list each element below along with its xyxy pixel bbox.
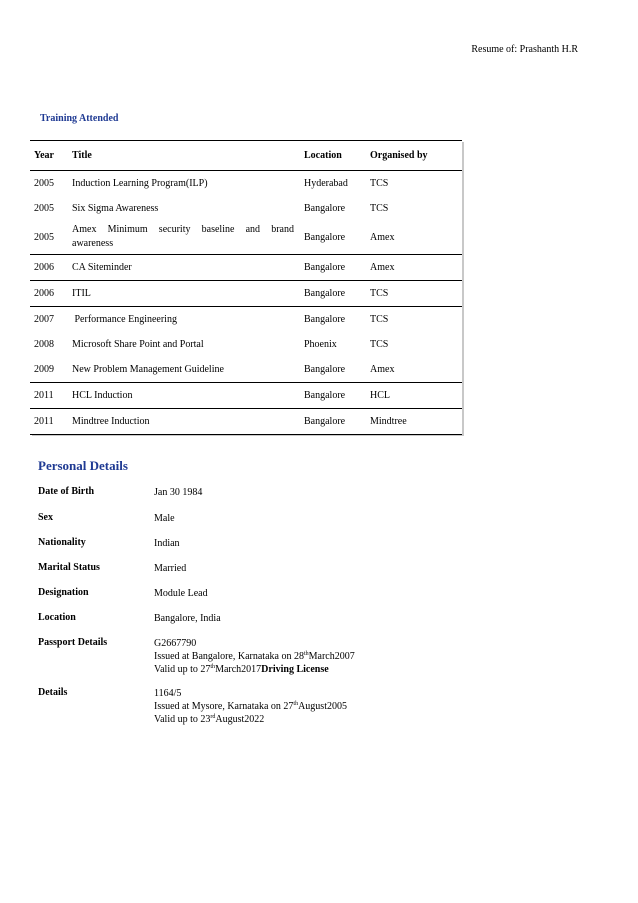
nationality-label: Nationality bbox=[38, 537, 86, 548]
cell-org: Amex bbox=[366, 255, 462, 281]
dl-number: 1164/5 bbox=[154, 688, 182, 699]
location-value: Bangalore, India bbox=[154, 613, 221, 624]
cell-year: 2006 bbox=[30, 255, 68, 281]
cell-location: Bangalore bbox=[300, 221, 366, 255]
cell-location: Bangalore bbox=[300, 357, 366, 383]
cell-title: Mindtree Induction bbox=[68, 409, 300, 435]
cell-location: Bangalore bbox=[300, 383, 366, 409]
col-title: Title bbox=[68, 141, 300, 171]
table-header-row bbox=[30, 141, 462, 171]
col-organised-by: Organised by bbox=[366, 141, 462, 171]
cell-location: Hyderabad bbox=[300, 171, 366, 197]
cell-location: Bangalore bbox=[304, 313, 346, 325]
cell-org: TCS bbox=[370, 203, 389, 214]
table-row bbox=[30, 255, 462, 281]
cell-year: 2008 bbox=[34, 338, 54, 350]
dl-valid: Valid up to 23rdAugust2022 bbox=[154, 714, 265, 725]
training-table bbox=[30, 140, 462, 435]
designation-value: Module Lead bbox=[154, 588, 208, 599]
marital-label: Marital Status bbox=[38, 562, 100, 573]
cell-title: Six Sigma Awareness bbox=[72, 203, 159, 214]
table-row bbox=[30, 221, 462, 255]
cell-org: HCL bbox=[366, 383, 462, 409]
cell-title: Performance Engineering bbox=[72, 313, 177, 325]
cell-org: TCS bbox=[370, 313, 389, 325]
cell-location: Phoenix bbox=[304, 338, 337, 350]
cell-org: Amex bbox=[366, 357, 462, 383]
dl-value bbox=[154, 687, 347, 726]
dob-label: Date of Birth bbox=[38, 486, 95, 497]
cell-title: HCL Induction bbox=[68, 383, 300, 409]
cell-org: TCS bbox=[366, 281, 462, 307]
cell-year: 2006 bbox=[30, 281, 68, 307]
cell-location: Bangalore bbox=[300, 409, 366, 435]
col-year: Year bbox=[30, 141, 68, 171]
table-row bbox=[30, 357, 462, 383]
details-label: Details bbox=[38, 687, 68, 698]
table-row bbox=[30, 171, 462, 197]
table-row bbox=[30, 197, 462, 221]
cell-year: 2011 bbox=[30, 383, 68, 409]
training-section-title: Training Attended bbox=[40, 113, 119, 124]
passport-issued: Issued at Bangalore, Karnataka on 28thMarch2007 bbox=[154, 651, 355, 662]
page-header: Resume of: Prashanth H.R bbox=[471, 44, 578, 55]
cell-year: 2009 bbox=[30, 357, 68, 383]
sex-label: Sex bbox=[38, 512, 53, 523]
table-row bbox=[30, 281, 462, 307]
table-row bbox=[30, 409, 462, 435]
marital-value: Married bbox=[154, 563, 187, 574]
dob-value: Jan 30 1984 bbox=[154, 487, 203, 498]
cell-title: ITIL bbox=[68, 281, 300, 307]
passport-number: G2667790 bbox=[154, 638, 197, 649]
passport-value bbox=[154, 637, 355, 676]
passport-valid: Valid up to 27thMarch2017Driving License bbox=[154, 664, 329, 675]
table-row bbox=[30, 332, 462, 357]
col-location: Location bbox=[300, 141, 366, 171]
cell-year: 2005 bbox=[30, 171, 68, 197]
cell-title: Amex Minimum security baseline and brand awareness bbox=[68, 221, 300, 255]
cell-location: Bangalore bbox=[300, 281, 366, 307]
cell-org: Mindtree bbox=[366, 409, 462, 435]
cell-title: Microsoft Share Point and Portal bbox=[72, 338, 204, 350]
sex-value: Male bbox=[154, 513, 175, 524]
cell-location: Bangalore bbox=[300, 255, 366, 281]
cell-org: Amex bbox=[366, 221, 462, 255]
location-label: Location bbox=[38, 612, 76, 623]
table-row bbox=[30, 307, 462, 332]
dl-issued: Issued at Mysore, Karnataka on 27thAugust2005 bbox=[154, 701, 347, 712]
designation-label: Designation bbox=[38, 587, 89, 598]
driving-license-heading: Driving License bbox=[261, 664, 329, 675]
cell-year: 2011 bbox=[30, 409, 68, 435]
personal-section-title: Personal Details bbox=[38, 458, 128, 473]
passport-label: Passport Details bbox=[38, 637, 108, 648]
table-row bbox=[30, 383, 462, 409]
cell-org: TCS bbox=[366, 171, 462, 197]
cell-title: New Problem Management Guideline bbox=[68, 357, 300, 383]
cell-title: CA Siteminder bbox=[68, 255, 300, 281]
cell-year: 2005 bbox=[30, 221, 68, 255]
cell-year: 2005 bbox=[34, 203, 54, 214]
cell-location: Bangalore bbox=[304, 203, 346, 214]
nationality-value: Indian bbox=[154, 538, 180, 549]
cell-org: TCS bbox=[370, 338, 389, 350]
cell-title: Induction Learning Program(ILP) bbox=[68, 171, 300, 197]
cell-year: 2007 bbox=[34, 313, 54, 325]
